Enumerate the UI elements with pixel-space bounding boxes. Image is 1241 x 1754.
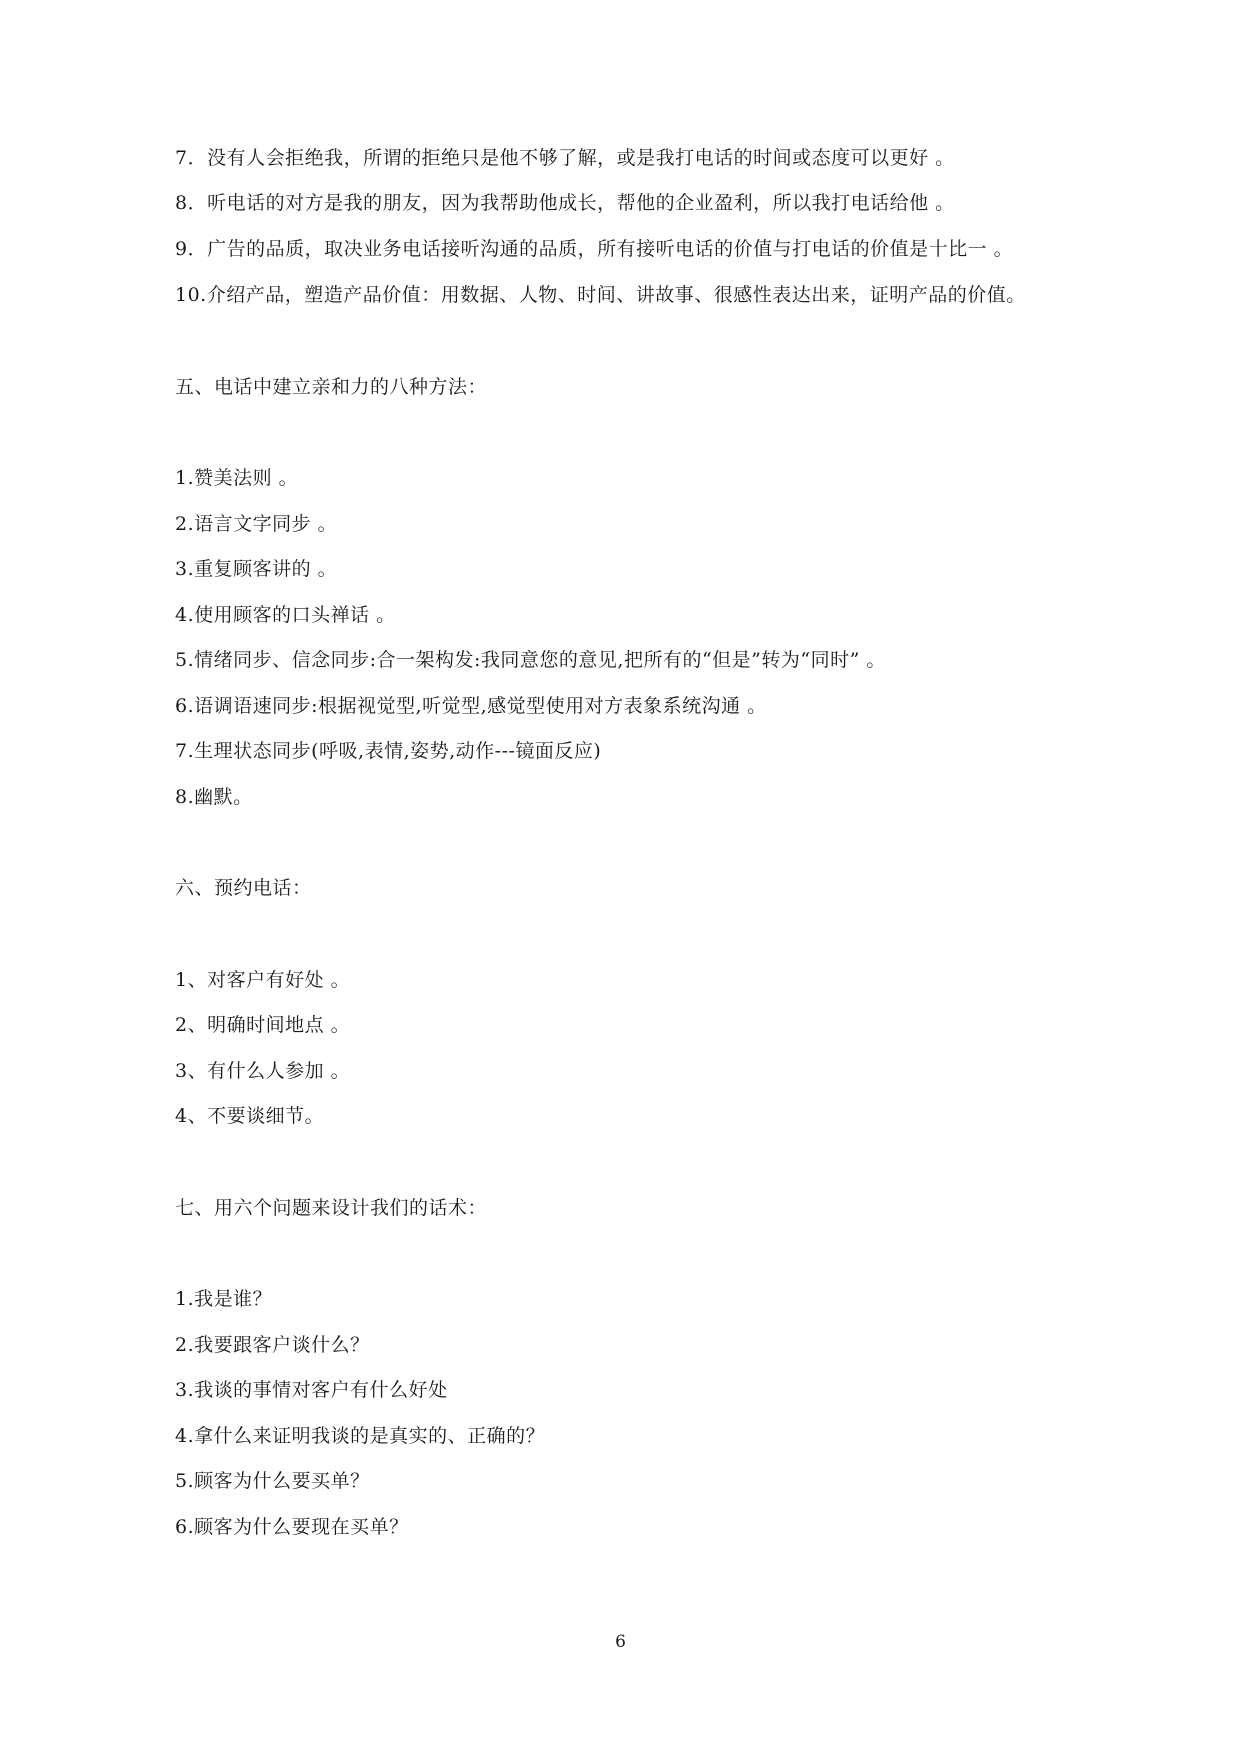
list-item: 4.拿什么来证明我谈的是真实的、正确的？ [175,1425,546,1447]
list-item: 6.顾客为什么要现在买单？ [175,1516,409,1538]
list-item: 6.语调语速同步:根据视觉型,听觉型,感觉型使用对方表象系统沟通 。 [175,695,767,717]
list-item: 3、有什么人参加 。 [175,1060,351,1082]
list-item: 2.语言文字同步 。 [175,513,338,535]
list-item: 2.我要跟客户谈什么？ [175,1334,370,1356]
list-item: 4、不要谈细节。 [175,1105,325,1127]
list-item: 1.赞美法则 。 [175,467,299,489]
section-heading: 七、用六个问题来设计我们的话术： [175,1197,488,1219]
list-item: 5.顾客为什么要买单？ [175,1470,370,1492]
list-item: 5.情绪同步、信念同步:合一架构发:我同意您的意见,把所有的“但是”转为“同时” 。 [175,649,886,671]
list-item: 7．没有人会拒绝我，所谓的拒绝只是他不够了解，或是我打电话的时间或态度可以更好 。 [175,147,955,169]
list-item: 3.重复顾客讲的 。 [175,558,338,580]
list-item: 2、明确时间地点 。 [175,1014,351,1036]
list-item: 10.介绍产品，塑造产品价值：用数据、人物、时间、讲故事、很感性表达出来，证明产品的价值。 [175,284,1026,306]
list-item: 9．广告的品质，取决业务电话接听沟通的品质，所有接听电话的价值与打电话的价值是十比一 。 [175,238,1014,260]
list-item: 8．听电话的对方是我的朋友，因为我帮助他成长，帮他的企业盈利，所以我打电话给他 。 [175,192,955,214]
list-item: 1.我是谁？ [175,1288,273,1310]
section-heading: 五、电话中建立亲和力的八种方法： [175,376,488,398]
list-item: 3.我谈的事情对客户有什么好处 [175,1379,448,1401]
list-item: 7.生理状态同步(呼吸,表情,姿势,动作---镜面反应) [175,740,602,762]
page-number: 6 [615,1632,626,1652]
list-item: 8.幽默。 [175,786,253,808]
list-item: 4.使用顾客的口头禅话 。 [175,604,396,626]
list-item: 1、对客户有好处 。 [175,969,351,991]
section-heading: 六、预约电话： [175,877,312,899]
